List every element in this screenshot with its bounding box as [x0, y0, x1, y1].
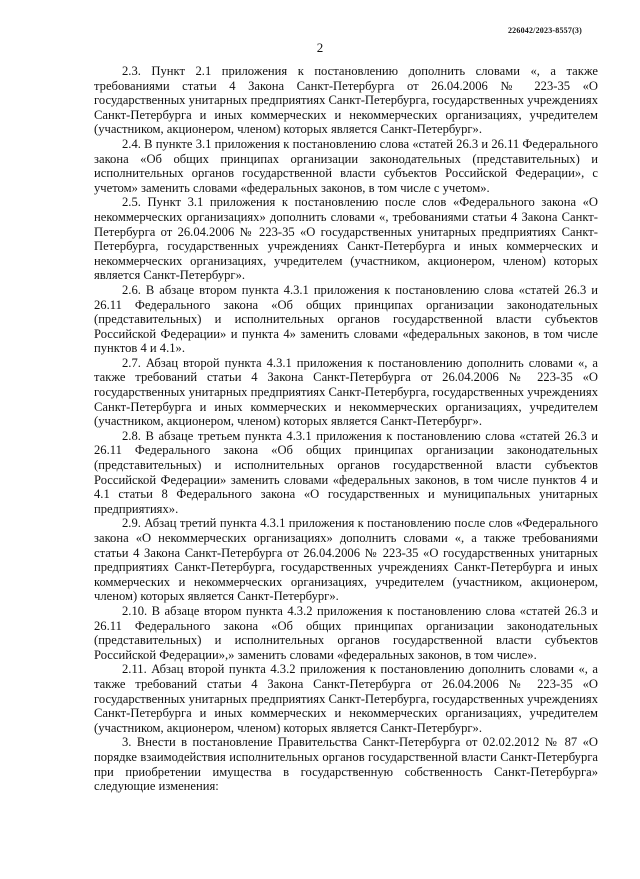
paragraph-2-6: 2.6. В абзаце втором пункта 4.3.1 приложения к постановлению слова «статей 26.3 и 26.11 Федерального закона «Об общих принципах организации законодательных (представительных) и исполнительных органов государственной власти субъектов Российской Федерации» и пункта 4» заменить словами «федеральных законов, в том числе пунктов 4 и 4.1».	[94, 282, 598, 356]
document-number: 226042/2023-8557(3)	[507, 26, 582, 35]
document-body	[94, 64, 598, 794]
paragraph-2-3: 2.3. Пункт 2.1 приложения к постановлению дополнить словами «, а также требованиями статьи 4 Закона Санкт-Петербурга от 26.04.2006 № 223-35 «О государственных унитарных предприятиях Санкт-Петербурга, государственных учреждениях Санкт-Петербурга и иных коммерческих и некоммерческих организациях, учредителем (участником, акционером, членом) которых является Санкт-Петербург».	[94, 64, 598, 137]
paragraph-2-10: 2.10. В абзаце втором пункта 4.3.2 приложения к постановлению слова «статей 26.3 и 26.11 Федерального закона «Об общих принципах организации законодательных (представительных) и исполнительных органов государственной власти субъектов Российской Федерации»,» заменить словами «федеральных законов, в том числе».	[94, 603, 598, 662]
paragraph-2-9: 2.9. Абзац третий пункта 4.3.1 приложения к постановлению после слов «Федерального закона «О некоммерческих организациях» дополнить словами «, а также требованиями статьи 4 Закона Санкт-Петербурга от 26.04.2006 № 223-35 «О государственных унитарных предприятиях Санкт-Петербурга, государственных учреждениях Санкт-Петербурга и иных коммерческих и некоммерческих организациях, учредителем (участником, акционером, членом) которых является Санкт-Петербург».	[94, 516, 598, 604]
paragraph-2-8: 2.8. В абзаце третьем пункта 4.3.1 приложения к постановлению слова «статей 26.3 и 26.11 Федерального закона «Об общих принципах организации законодательных (представительных) и исполнительных органов государственной власти субъектов Российской Федерации» заменить словами «федеральных законов, в том числе пунктов 4 и 4.1 статьи 8 Федерального закона «О государственных и муниципальных унитарных предприятиях».	[94, 428, 598, 516]
paragraph-3: 3. Внести в постановление Правительства Санкт-Петербурга от 02.02.2012 № 87 «О порядке взаимодействия исполнительных органов государственной власти Санкт-Петербурга при приобретении имущества в государственную собственность Санкт-Петербурга» следующие изменения:	[94, 735, 598, 794]
paragraph-2-7: 2.7. Абзац второй пункта 4.3.1 приложения к постановлению дополнить словами «, а также требований статьи 4 Закона Санкт-Петербурга от 26.04.2006 № 223-35 «О государственных унитарных предприятиях Санкт-Петербурга, государственных учреждениях Санкт-Петербурга и иных коммерческих и некоммерческих организациях, учредителем (участником, акционером, членом) которых является Санкт-Петербург».	[94, 355, 598, 429]
paragraph-2-4: 2.4. В пункте 3.1 приложения к постановлению слова «статей 26.3 и 26.11 Федерального закона «Об общих принципах организации законодательных (представительных) и исполнительных органов государственной власти субъектов Российской Федерации», с учетом» заменить словами «федеральных законов, в том числе с учетом».	[94, 136, 598, 195]
paragraph-2-11: 2.11. Абзац второй пункта 4.3.2 приложения к постановлению дополнить словами «, а также требований статьи 4 Закона Санкт-Петербурга от 26.04.2006 № 223-35 «О государственных унитарных предприятиях Санкт-Петербурга, государственных учреждениях Санкт-Петербурга и иных коммерческих и некоммерческих организациях, учредителем (участником, акционером, членом) которых является Санкт-Петербург».	[94, 662, 598, 735]
paragraph-2-5: 2.5. Пункт 3.1 приложения к постановлению после слов «Федерального закона «О некоммерческих организациях» дополнить словами «, требованиями статьи 4 Закона Санкт-Петербурга от 26.04.2006 № 223-35 «О государственных унитарных предприятиях Санкт-Петербурга, государственных учреждениях Санкт-Петербурга и иных коммерческих и некоммерческих организациях, учредителем (участником, акционером, членом) которых является Санкт-Петербург».	[94, 195, 598, 283]
page-number: 2	[316, 40, 324, 55]
